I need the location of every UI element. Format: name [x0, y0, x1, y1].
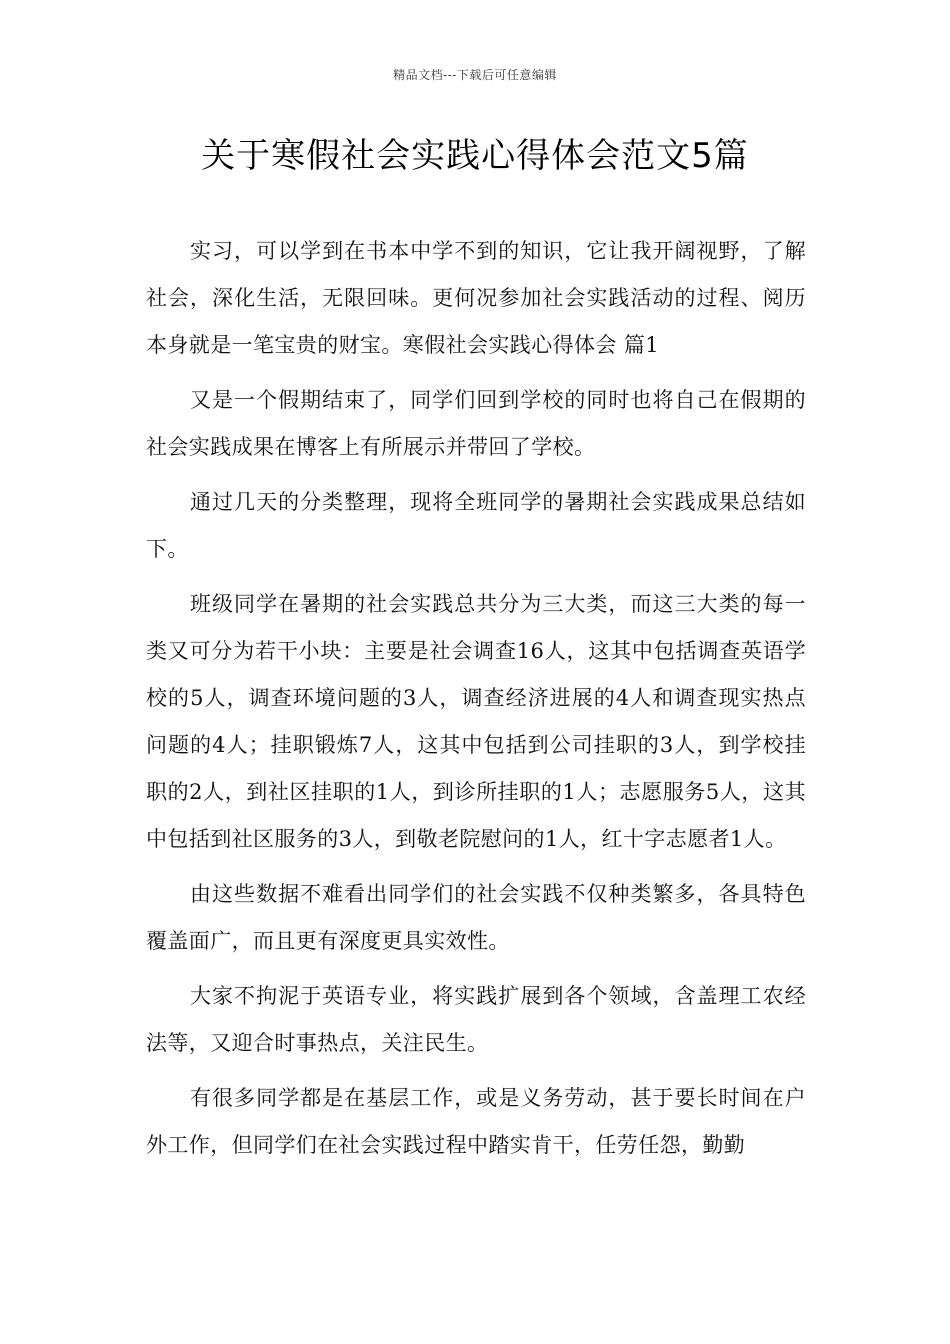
paragraph: 通过几天的分类整理，现将全班同学的暑期社会实践成果总结如下。	[146, 490, 806, 561]
paragraph: 大家不拘泥于英语专业，将实践扩展到各个领域，含盖理工农经法等，又迎合时事热点，关注民生。	[146, 984, 806, 1055]
paragraph: 实习，可以学到在书本中学不到的知识，它让我开阔视野，了解社会，深化生活，无限回味。更何况参加社会实践活动的过程、阅历本身就是一笔宝贵的财宝。寒假社会实践心得体会 篇1	[146, 239, 806, 357]
paragraph: 有很多同学都是在基层工作，或是义务劳动，甚于要长时间在户外工作，但同学们在社会实践过程中踏实肯干，任劳任怨，勤勤	[146, 1086, 806, 1157]
document-body	[146, 228, 806, 1177]
paragraph: 又是一个假期结束了，同学们回到学校的同时也将自己在假期的社会实践成果在博客上有所展示并带回了学校。	[146, 388, 806, 459]
document-title: 关于寒假社会实践心得体会范文5篇	[201, 136, 749, 176]
paragraph: 班级同学在暑期的社会实践总共分为三大类，而这三大类的每一类又可分为若干小块：主要是社会调查16人，这其中包括调查英语学校的5人，调查环境问题的3人，调查经济进展的4人和调查现实热点问题的4人；挂职锻炼7人，这其中包括到公司挂职的3人，到学校挂职的2人，到社区挂职的1人，到诊所挂职的1人；志愿服务5人，这其中包括到社区服务的3人，到敬老院慰问的1人，红十字志愿者1人。	[146, 592, 806, 851]
header-note: 精品文档---下载后可任意编辑	[393, 68, 557, 82]
paragraph: 由这些数据不难看出同学们的社会实践不仅种类繁多，各具特色覆盖面广，而且更有深度更具实效性。	[146, 882, 806, 953]
